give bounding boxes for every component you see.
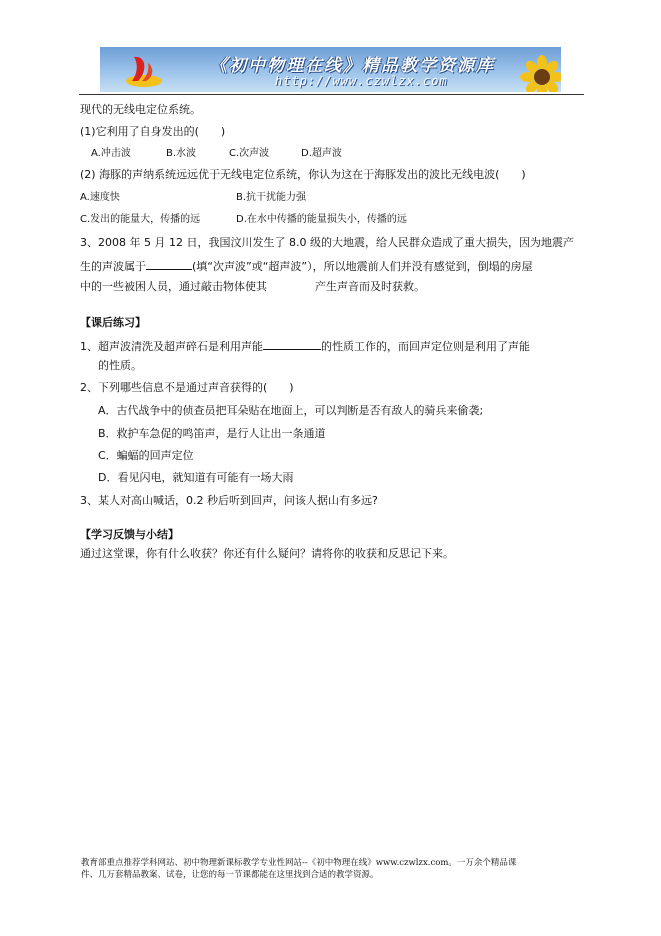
practice-q1-line-1 xyxy=(80,338,530,354)
practice-q2-option-a: A．古代战争中的侦查员把耳朵贴在地面上，可以判断是否有敌人的骑兵来偷袭; xyxy=(98,404,484,417)
q3-line-1: 3、2008 年 5 月 12 日，我国汶川发生了 8.0 级的大地震，给人民群众造成了重大损失，因为地震产 xyxy=(80,236,574,249)
q2-option-d: D.在水中传播的能量损失小，传播的远 xyxy=(236,214,407,225)
site-logo-icon xyxy=(124,51,164,89)
banner-title: 《初中物理在线》精品教学资源库 xyxy=(210,56,495,76)
summary-heading: 【学习反馈与小结】 xyxy=(80,528,179,541)
q2-option-c: C.发出的能量大，传播的远 xyxy=(80,214,201,225)
q3-line-2-end: (填“次声波”或“超声波”），所以地震前人们并没有感觉到，倒塌的房屋 xyxy=(192,260,533,273)
practice-q2-option-c: C．蝙蝠的回声定位 xyxy=(98,449,194,462)
q3-blank-1[interactable] xyxy=(146,258,192,270)
q1-option-c: C.次声波 xyxy=(229,148,270,159)
q3-line-2 xyxy=(80,258,533,274)
practice-q2-option-d: D．看见闪电，就知道有可能有一场大雨 xyxy=(98,471,294,484)
practice-heading: 【课后练习】 xyxy=(80,316,146,329)
summary-text: 通过这堂课，你有什么收获？你还有什么疑问？请将你的收获和反思记下来。 xyxy=(80,547,454,560)
practice-q1-blank[interactable] xyxy=(263,338,321,350)
q3-line-2-start: 生的声波属于 xyxy=(80,260,146,273)
practice-q1-end: 的性质工作的，而回声定位则是利用了声能 xyxy=(321,340,530,353)
footer-line-1: 教育部重点推荐学科网站、初中物理新课标教学专业性网站--《初中物理在线》www.czwlzx.com。一万余个精品课 xyxy=(81,858,517,868)
q1-stem: (1)它利用了自身发出的( ) xyxy=(80,125,226,138)
q3-line-3 xyxy=(80,280,425,294)
practice-q1-start: 1、超声波清洗及超声碎石是利用声能 xyxy=(80,340,263,353)
q3-line-3-start: 中的一些被困人员，通过敲击物体使其 xyxy=(80,280,267,293)
footer-line-2: 件、几万套精品教案、试卷，让您的每一节课都能在这里找到合适的教学资源。 xyxy=(81,870,379,880)
intro-text: 现代的无线电定位系统。 xyxy=(80,103,201,116)
practice-q2-option-b: B．救护车急促的鸣笛声，是行人让出一条通道 xyxy=(98,427,326,440)
header-banner xyxy=(100,47,561,92)
practice-q1-line-2: 的性质。 xyxy=(98,359,142,372)
q3-line-3-end: 产生声音而及时获救。 xyxy=(315,280,425,293)
q2-stem: (2) 海豚的声纳系统远远优于无线电定位系统，你认为这在于海豚发出的波比无线电波( ) xyxy=(80,168,526,181)
q1-option-a: A.冲击波 xyxy=(91,148,131,159)
q2-option-a: A.速度快 xyxy=(80,192,120,203)
q1-option-b: B.水波 xyxy=(166,148,197,159)
banner-url: http://www.czwlzx.com xyxy=(275,74,448,88)
header-rule xyxy=(79,94,584,95)
q2-option-b: B.抗干扰能力强 xyxy=(236,192,307,203)
q1-option-d: D.超声波 xyxy=(301,148,342,159)
practice-q2-stem: 2、下列哪些信息不是通过声音获得的( ) xyxy=(80,381,294,394)
practice-q3: 3、某人对高山喊话，0.2 秒后听到回声，问该人据山有多远? xyxy=(80,494,378,507)
sunflower-icon xyxy=(520,55,561,92)
